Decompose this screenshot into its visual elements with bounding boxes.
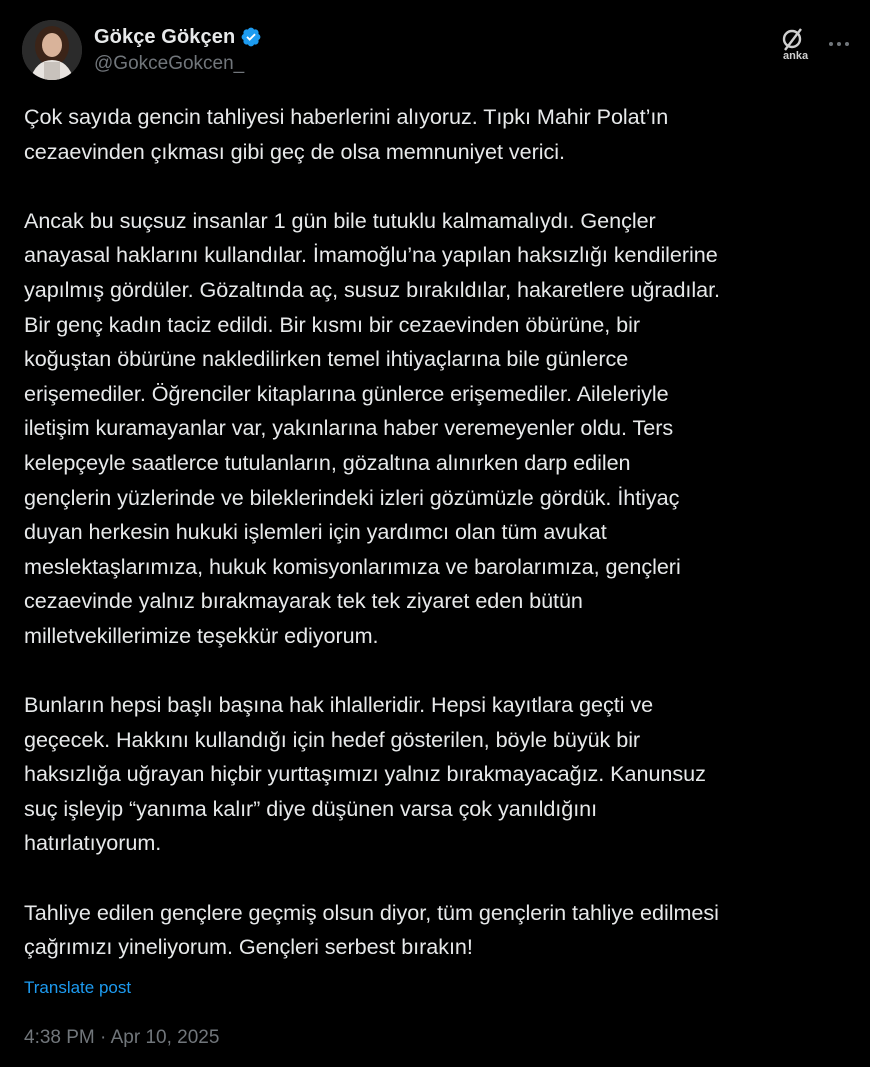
tweet-text: Çok sayıda gencin tahliyesi haberlerini alıyoruz. Tıpkı Mahir Polat’ın cezaevinden çıkması gibi geç de olsa memnuniyet verici. Ancak bu suçsuz insanlar 1 gün bile tutuklu kalmamalıydı. Gençler anayasal haklarını kullandılar. İmamoğlu’na yapılan haksızlığı kendilerine yapılmış gördüler. Gözaltında aç, susuz bırakıldılar, hakaretlere uğradılar. Bir genç kadın taciz edildi. Bir kısmı bir cezaevinden öbürüne, bir koğuştan öbürüne nakledilirken temel ihtiyaçlarına bile günlerce erişemediler. Öğrenciler kitaplarına günlerce erişemediler. Aileleriyle iletişim kuramayanlar var, yakınlarına haber veremeyenler oldu. Ters kelepçeyle saatlerce tutulanların, gözaltına alınırken darp edilen gençlerin yüzlerinde ve bileklerindeki izleri gözümüzle gördük. İhtiyaç duyan herkesin hukuki işlemleri için yardımcı olan tüm avukat meslektaşlarımıza, hukuk komisyonlarımıza ve barolarımıza, gençleri cezaevinde yalnız bırakmayarak tek tek ziyaret eden bütün milletvekillerimize teşekkür ediyorum. Bunların hepsi başlı başına hak ihlalleridir. Hepsi kayıtlara geçti ve geçecek. Hakkını kullandığı için hedef gösterilen, böyle büyük bir haksızlığa uğrayan hiçbir yurttaşımızı yalnız bırakmayacağız. Kanunsuz suç işleyip “yanıma kalır” diye düşünen varsa çok yanıldığını hatırlatıyorum. Tahliye edilen gençlere geçmiş olsun diyor, tüm gençlerin tahliye edilmesi çağrımızı yineliyorum. Gençleri serbest bırakın! bbox=[24, 104, 720, 960]
user-handle[interactable]: @GokceGokcen_ bbox=[94, 53, 245, 74]
tweet-timestamp[interactable]: 4:38 PM · Apr 10, 2025 bbox=[24, 1027, 220, 1048]
avatar-image bbox=[22, 20, 82, 80]
translate-post-link[interactable]: Translate post bbox=[24, 978, 132, 997]
anka-logo bbox=[776, 26, 820, 62]
display-name[interactable]: Gökçe Gökçen bbox=[94, 25, 236, 48]
verified-badge-icon bbox=[240, 26, 262, 48]
author-info bbox=[94, 24, 262, 75]
tweet-header bbox=[22, 20, 852, 80]
name-row bbox=[94, 24, 262, 50]
more-options-icon[interactable] bbox=[826, 34, 852, 54]
anka-logo-text: anka bbox=[783, 50, 809, 62]
avatar[interactable] bbox=[22, 20, 82, 80]
